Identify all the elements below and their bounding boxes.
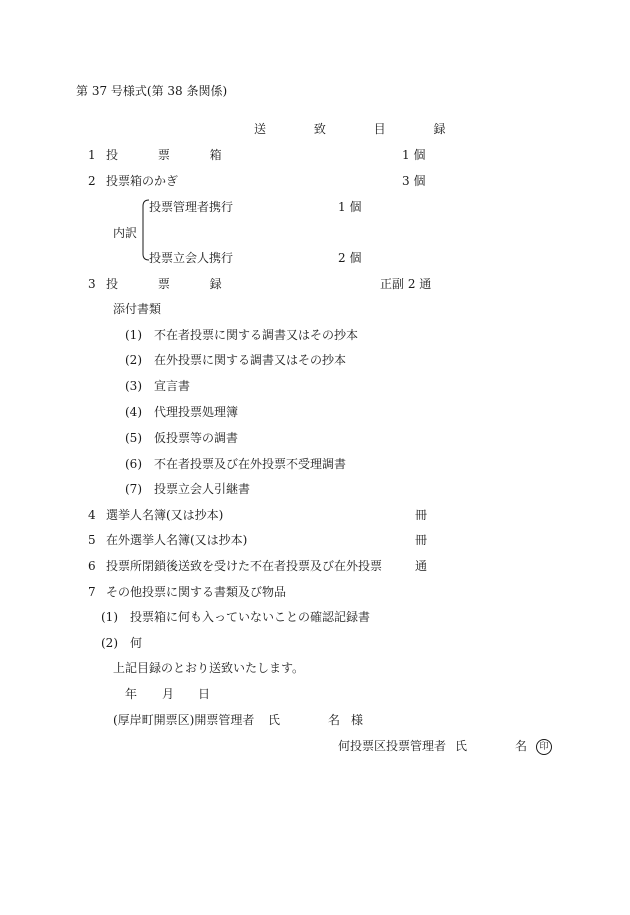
attachment-4-number: (4) [125,405,142,419]
item-5-label: 在外選挙人名簿(又は抄本) [106,533,248,547]
item-1-number: 1 [88,148,96,162]
attachment-3-number: (3) [125,379,142,393]
attachment-5-text: 仮投票等の調書 [154,431,239,445]
closing-statement: 上記目録のとおり送致いたします。 [113,661,305,675]
attachment-5-number: (5) [125,431,142,445]
breakdown-row-2-label: 投票立会人携行 [149,251,234,265]
recipient-title: (厚岸町開票区)開票管理者 [113,713,255,727]
item-2-qty: 3 個 [402,174,426,188]
attachment-1-number: (1) [125,328,142,342]
item-3-qty: 正副 2 通 [380,277,432,291]
date-day: 日 [198,687,211,701]
attachment-6-text: 不在者投票及び在外投票不受理調書 [154,457,347,471]
item-6-qty: 通 [415,559,428,573]
title-text: 送 致 目 録 [254,122,468,136]
attachments-heading: 添付書類 [113,302,162,316]
breakdown-label: 内訳 [113,226,138,240]
item-5-qty: 冊 [415,533,428,547]
attachment-3-text: 宣言書 [154,379,191,393]
recipient-sama: 様 [351,713,364,727]
other-item-2-text: 何 [130,636,143,650]
item-6-label: 投票所閉鎖後送致を受けた不在者投票及び在外投票 [106,559,383,573]
attachment-6-number: (6) [125,457,142,471]
date-month: 月 [162,687,175,701]
item-2-number: 2 [88,174,96,188]
attachment-2-text: 在外投票に関する調書又はその抄本 [154,353,347,367]
item-4-label: 選挙人名簿(又は抄本) [106,508,224,522]
breakdown-row-1-qty: 1 個 [338,200,362,214]
document-title [254,122,467,136]
item-7-label: その他投票に関する書類及び物品 [106,585,287,599]
seal-mark: 印 [536,739,552,755]
attachment-4-text: 代理投票処理簿 [154,405,239,419]
sender-title: 何投票区投票管理者 [338,739,447,753]
attachment-2-number: (2) [125,353,142,367]
item-3-number: 3 [88,277,96,291]
item-1-label: 投 票 箱 [106,148,240,162]
other-item-2-number: (2) [101,636,118,650]
recipient-shi: 氏 [268,713,281,727]
item-6-number: 6 [88,559,96,573]
item-7-number: 7 [88,585,96,599]
item-4-number: 4 [88,508,96,522]
attachment-7-number: (7) [125,482,142,496]
form-number: 第 37 号様式(第 38 条関係) [76,84,228,98]
other-item-1-number: (1) [101,610,118,624]
item-4-qty: 冊 [415,508,428,522]
sender-name: 名 [515,739,528,753]
attachment-1-text: 不在者投票に関する調書又はその抄本 [154,328,359,342]
other-item-1-text: 投票箱に何も入っていないことの確認記録書 [130,610,371,624]
recipient-name: 名 [328,713,341,727]
item-3-label: 投 票 録 [106,277,240,291]
item-1-qty: 1 個 [402,148,426,162]
item-5-number: 5 [88,533,96,547]
breakdown-row-2-qty: 2 個 [338,251,362,265]
breakdown-row-1-label: 投票管理者携行 [149,200,234,214]
date-year: 年 [125,687,138,701]
sender-shi: 氏 [455,739,468,753]
attachment-7-text: 投票立会人引継書 [154,482,251,496]
item-2-label: 投票箱のかぎ [106,174,179,188]
